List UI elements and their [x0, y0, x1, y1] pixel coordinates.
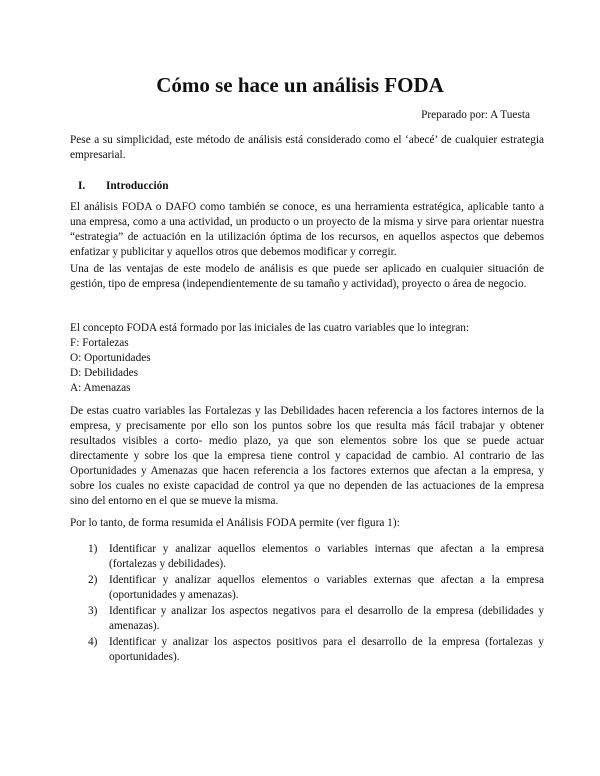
- variable-item: D: Debilidades: [70, 367, 139, 379]
- author-line: Preparado por: A Tuesta: [421, 109, 530, 121]
- section-heading: [70, 179, 544, 194]
- paragraph-3: De estas cuatro variables las Fortalezas y las Debilidades hacen referencia a los factores internos de la empresa, y precisamente por ello son los puntos sobre los que resulta más fácil trabajar y obtener resultados visibles a corto- medio plazo, ya que son elementos sobre los que se puede actuar directamente y sobre los que la empresa tiene control y capacidad de cambio. Al contrario de las Oportunidades y Amenazas que hacen referencia a los factores externos que afectan a la empresa, y sobre los cuales no existe capacidad de control ya que no dependen de las actuaciones de la empresa sino del entorno en el que se mueve la misma.: [70, 405, 544, 507]
- list-item: [70, 542, 544, 572]
- list-item-text: Identificar y analizar aquellos elementos o variables internas que afectan a la empresa (fortalezas y debilidades).: [109, 543, 544, 570]
- list-marker: 3): [88, 605, 98, 617]
- variables-list: [70, 336, 544, 396]
- page-title: Cómo se hace un análisis FODA: [156, 73, 444, 97]
- paragraph-4: Por lo tanto, de forma resumida el Análisis FODA permite (ver figura 1):: [70, 517, 400, 529]
- variable-item: A: Amenazas: [70, 382, 131, 394]
- variable-item: O: Oportunidades: [70, 352, 151, 364]
- paragraph-2: Una de las ventajas de este modelo de análisis es que puede ser aplicado en cualquier situación de gestión, tipo de empresa (independientemente de su tamaño y actividad), proyecto o área de negocio.: [70, 263, 544, 290]
- list-item-text: Identificar y analizar los aspectos negativos para el desarrollo de la empresa (debilidades y amenazas).: [109, 605, 544, 632]
- section-title: Introducción: [106, 180, 169, 192]
- list-item-text: Identificar y analizar aquellos elementos o variables externas que afectan a la empresa (oportunidades y amenazas).: [109, 574, 544, 601]
- section-number: I.: [78, 180, 86, 192]
- intro-paragraph: Pese a su simplicidad, este método de análisis está considerado como el ‘abecé’ de cualquier estrategia empresarial.: [70, 134, 544, 161]
- list-item: [70, 573, 544, 603]
- list-marker: 1): [88, 543, 98, 555]
- paragraph-1: El análisis FODA o DAFO como también se conoce, es una herramienta estratégica, aplicable tanto a una empresa, como a una actividad, un producto o un proyecto de la misma y sirve para orientar nuestra “estrategia” de actuación en la utilización óptima de los recursos, en aquellos aspectos que debemos enfatizar y publicitar y aquellos otros que debemos modificar y corregir.: [70, 201, 544, 258]
- list-item-text: Identificar y analizar los aspectos positivos para el desarrollo de la empresa (fortalezas y oportunidades).: [109, 636, 544, 663]
- list-marker: 4): [88, 636, 98, 648]
- concept-intro: El concepto FODA está formado por las iniciales de las cuatro variables que lo integran:: [70, 322, 470, 334]
- objectives-list: [70, 542, 544, 666]
- list-item: [70, 604, 544, 634]
- list-marker: 2): [88, 574, 98, 586]
- variable-item: F: Fortalezas: [70, 337, 129, 349]
- list-item: [70, 635, 544, 665]
